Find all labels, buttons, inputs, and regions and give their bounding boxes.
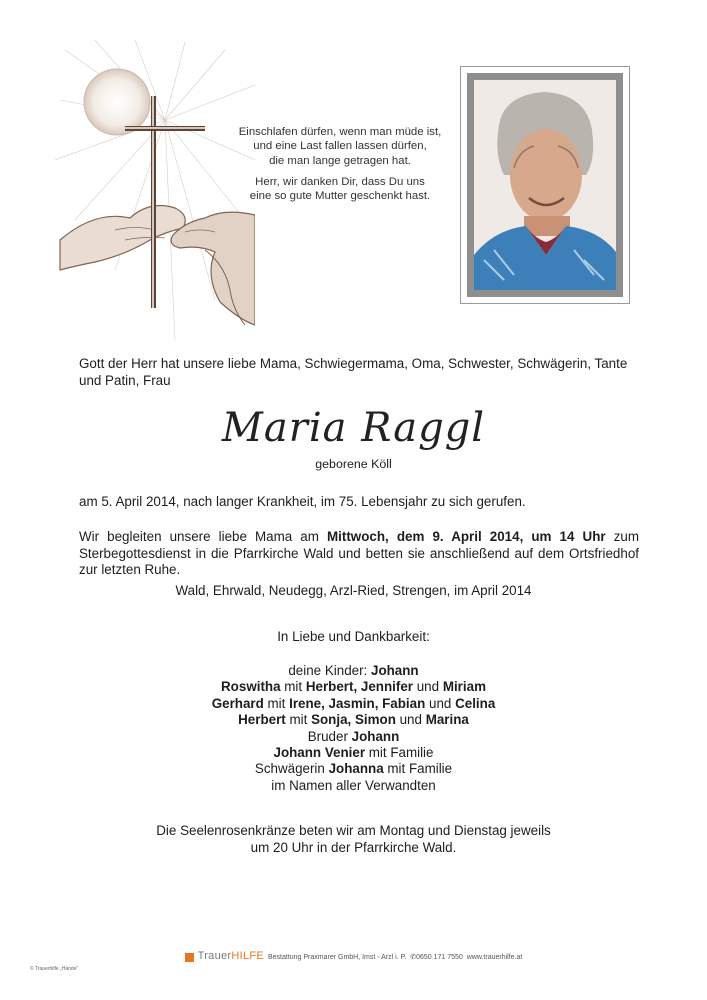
mourner-line: Gerhard mit Irene, Jasmin, Fabian und Celina — [211, 695, 496, 711]
website-link[interactable]: www.trauerhilfe.at — [466, 954, 523, 961]
place-date: Wald, Ehrwald, Neudegg, Arzl-Ried, Strengen, im April 2014 — [175, 583, 532, 598]
birth-name: geborene Köll — [315, 457, 392, 471]
rosary-line: Die Seelenrosenkränze beten wir am Montag und Dienstag jeweils — [156, 823, 551, 838]
image-credit: © Trauerhilfe „Hände" — [30, 966, 79, 972]
mourner-line: im Namen aller Verwandten — [271, 777, 436, 793]
portrait-mat — [467, 73, 623, 297]
portrait-photo — [474, 80, 616, 290]
mourner-line: Herbert mit Sonja, Simon und Marina — [238, 712, 469, 728]
verse-line: eine so gute Mutter geschenkt hast. — [249, 190, 431, 203]
verse-line: die man lange getragen hat. — [269, 154, 411, 167]
intro-text: Gott der Herr hat unsere liebe Mama, Schwiegermama, Oma, Schwester, Schwägerin, Tante und Patin, Frau — [79, 356, 628, 388]
phone-icon: ✆ — [410, 954, 417, 961]
portrait-frame — [460, 66, 630, 304]
rosary-line: um 20 Uhr in der Pfarrkirche Wald. — [250, 839, 457, 855]
mourners-list — [150, 663, 557, 794]
verse-line: Einschlafen dürfen, wenn man müde ist, — [238, 126, 442, 138]
mourner-line: Bruder Johann — [307, 728, 400, 744]
funeral-text: Wir begleiten unsere liebe Mama am — [79, 529, 327, 544]
company-info: Bestattung Praxmarer GmbH, Imst - Arzl i. P. — [267, 954, 407, 961]
trauerhilfe-logo-icon — [185, 953, 194, 962]
verse-line: Herr, wir danken Dir, dass Du uns — [255, 175, 425, 188]
mourner-line: Roswitha mit Herbert, Jennifer und Miriam — [221, 679, 486, 695]
verse-block — [225, 125, 455, 203]
mourner-line: Johann Venier mit Familie — [273, 745, 434, 761]
mourner-line: Schwägerin Johanna mit Familie — [254, 761, 453, 777]
brand-name: TrauerHILFE — [197, 950, 265, 962]
footer — [0, 950, 707, 962]
funeral-date: Mittwoch, dem 9. April 2014, um 14 Uhr — [327, 529, 606, 544]
portrait-image — [474, 80, 616, 290]
funeral-text: zum Sterbegottesdienst in die Pfarrkirche Wald und betten sie anschließend auf dem Ortsfriedhof zur letzten Ruhe. — [79, 529, 639, 578]
closing-greeting: In Liebe und Dankbarkeit: — [277, 629, 430, 644]
deceased-name: Maria Raggl — [221, 405, 486, 451]
death-notice: am 5. April 2014, nach langer Krankheit, im 75. Lebensjahr zu sich gerufen. — [79, 494, 526, 509]
phone-number: 0650 171 7550 — [416, 954, 463, 961]
rosary-notice — [0, 823, 707, 856]
verse-line: und eine Last fallen lassen dürfen, — [253, 140, 427, 153]
funeral-notice — [79, 529, 639, 579]
mourner-line: deine Kinder: Johann — [288, 663, 419, 678]
